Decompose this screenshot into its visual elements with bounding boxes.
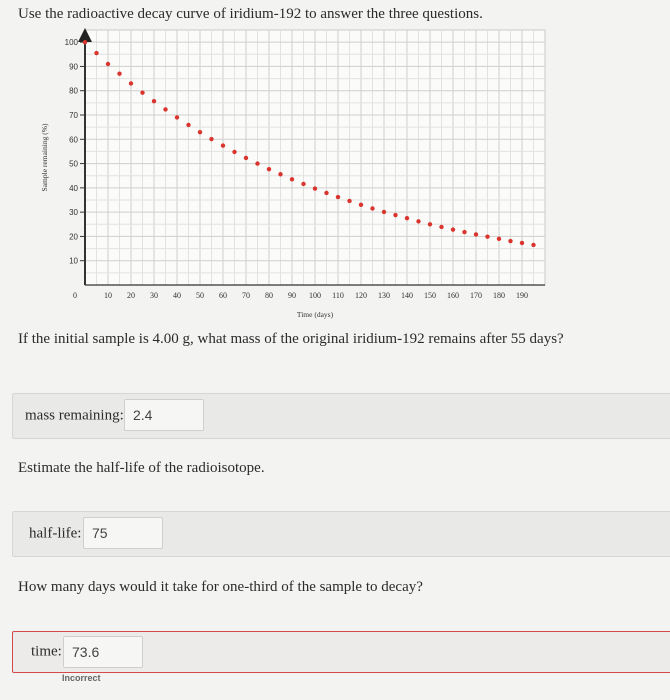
data-point (370, 206, 374, 210)
data-point (508, 239, 512, 243)
x-tick-label: 90 (288, 291, 296, 300)
data-point (221, 143, 225, 147)
data-point (520, 241, 524, 245)
answer-row-time (12, 631, 670, 673)
feedback-incorrect: Incorrect (62, 673, 101, 683)
data-point (83, 40, 87, 44)
x-axis-label: Time (days) (296, 310, 334, 319)
question-1-text: If the initial sample is 4.00 g, what mass of the original iridium-192 remains after 55 days? (18, 331, 564, 347)
x-tick-label: 70 (242, 291, 250, 300)
data-point (497, 237, 501, 241)
x-tick-label: 120 (355, 291, 367, 300)
data-point (359, 203, 363, 207)
x-tick-label: 80 (265, 291, 273, 300)
y-tick-label: 20 (69, 232, 78, 242)
x-tick-label: 130 (378, 291, 390, 300)
x-tick-label: 100 (309, 291, 321, 300)
x-tick-label: 60 (219, 291, 227, 300)
data-point (106, 62, 110, 66)
data-point (405, 216, 409, 220)
data-point (186, 123, 190, 127)
data-point (324, 191, 328, 195)
time-label: time: (31, 643, 62, 660)
data-point (485, 234, 489, 238)
answer-row-half-life (12, 511, 670, 557)
data-point (163, 107, 167, 111)
data-point (175, 115, 179, 119)
answer-row-mass (12, 393, 670, 439)
x-tick-label: 40 (173, 291, 181, 300)
data-point (531, 243, 535, 247)
data-point (290, 177, 294, 181)
data-point (244, 156, 248, 160)
data-point (198, 130, 202, 134)
x-tick-label: 20 (127, 291, 135, 300)
mass-remaining-input[interactable]: 2.4 (124, 399, 204, 431)
x-tick-label: 160 (447, 291, 459, 300)
x-tick-label: 0 (73, 291, 77, 300)
data-point (117, 72, 121, 76)
data-point (313, 186, 317, 190)
x-tick-label: 10 (104, 291, 112, 300)
data-point (462, 230, 466, 234)
x-tick-label: 110 (332, 291, 344, 300)
y-axis-label: Sample remaining (%) (40, 123, 49, 192)
data-point (152, 99, 156, 103)
time-input[interactable]: 73.6 (63, 636, 143, 668)
data-point (278, 172, 282, 176)
y-tick-label: 70 (69, 111, 78, 120)
data-point (255, 161, 259, 165)
data-point (301, 182, 305, 186)
question-2-text: Estimate the half-life of the radioisotope. (18, 460, 265, 476)
mass-remaining-label: mass remaining: (25, 407, 124, 424)
data-point (94, 51, 98, 55)
y-tick-label: 10 (69, 256, 78, 266)
data-point (347, 199, 351, 203)
y-tick-label: 60 (69, 135, 78, 145)
data-point (428, 222, 432, 226)
data-point (129, 81, 133, 85)
half-life-input[interactable]: 75 (83, 517, 163, 549)
x-tick-label: 170 (470, 291, 482, 300)
y-tick-label: 80 (69, 86, 78, 96)
decay-chart (0, 0, 670, 330)
y-tick-label: 50 (69, 159, 78, 169)
data-point (451, 227, 455, 231)
data-point (232, 150, 236, 154)
x-tick-label: 140 (401, 291, 413, 300)
data-point (267, 167, 271, 171)
data-point (416, 219, 420, 223)
data-point (209, 137, 213, 141)
data-point (474, 232, 478, 236)
data-point (393, 213, 397, 217)
data-point (140, 90, 144, 94)
question-3-text: How many days would it take for one-third of the sample to decay? (18, 579, 423, 595)
x-tick-label: 190 (516, 291, 528, 300)
x-tick-label: 150 (424, 291, 436, 300)
x-tick-label: 50 (196, 291, 204, 300)
data-point (382, 210, 386, 214)
y-tick-label: 90 (69, 62, 78, 72)
x-tick-label: 30 (150, 291, 158, 300)
y-tick-label: 30 (69, 208, 78, 218)
instruction-text: Use the radioactive decay curve of iridium-192 to answer the three questions. (18, 6, 483, 22)
x-tick-label: 180 (493, 291, 505, 300)
y-tick-label: 100 (64, 38, 78, 48)
data-point (336, 195, 340, 199)
half-life-label: half-life: (29, 525, 82, 542)
data-point (439, 225, 443, 229)
y-tick-label: 40 (69, 183, 78, 193)
